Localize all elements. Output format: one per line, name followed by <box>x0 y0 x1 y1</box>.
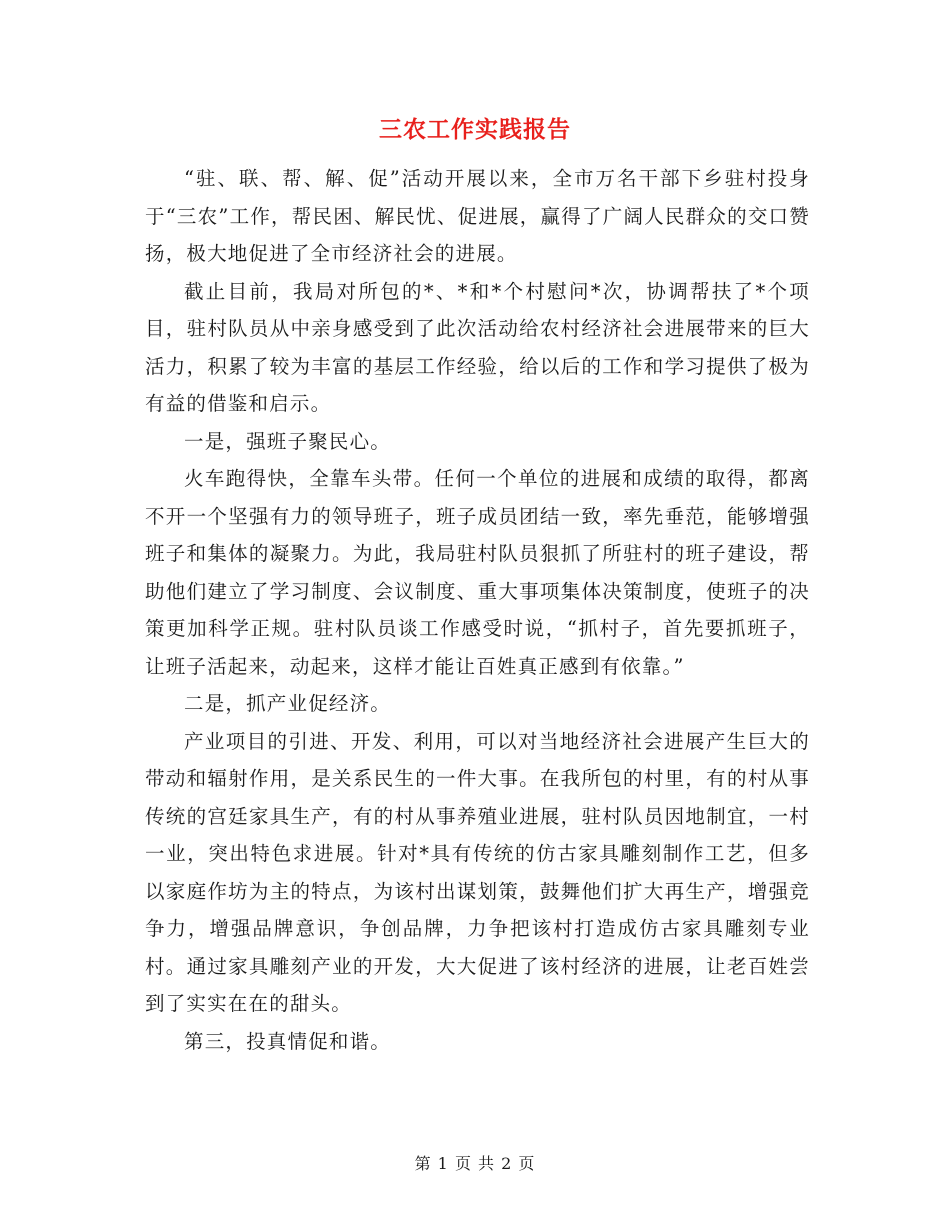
section-heading-3: 第三，投真情促和谐。 <box>184 1029 392 1053</box>
page-footer <box>0 1152 950 1176</box>
document-title: 三农工作实践报告 <box>379 116 571 143</box>
document-body <box>145 160 810 1060</box>
paragraph-leadership: 火车跑得快，全靠车头带。任何一个单位的进展和成绩的取得，都离不开一个坚强有力的领导班子，班子成员团结一致，率先垂范，能够增强班子和集体的凝聚力。为此，我局驻村队员狠抓了所驻村的班子建设，帮助他们建立了学习制度、会议制度、重大事项集体决策制度，使班子的决策更加科学正规。驻村队员谈工作感受时说，“抓村子，首先要抓班子，让班子活起来，动起来，这样才能让百姓真正感到有依靠。” <box>145 467 810 678</box>
page-number-label: 第 1 页 共 2 页 <box>414 1154 536 1173</box>
section-heading-1: 一是，强班子聚民心。 <box>184 429 392 453</box>
paragraph-progress: 截止目前，我局对所包的*、*和*个村慰问*次，协调帮扶了*个项目，驻村队员从中亲身感受到了此次活动给农村经济社会进展带来的巨大活力，积累了较为丰富的基层工作经验，给以后的工作和学习提供了极为有益的借鉴和启示。 <box>145 279 810 415</box>
paragraph-intro: “驻、联、帮、解、促”活动开展以来，全市万名干部下乡驻村投身于“三农”工作，帮民困、解民忧、促进展，赢得了广阔人民群众的交口赞扬，极大地促进了全市经济社会的进展。 <box>145 167 810 265</box>
paragraph-industry: 产业项目的引进、开发、利用，可以对当地经济社会进展产生巨大的带动和辐射作用，是关系民生的一件大事。在我所包的村里，有的村从事传统的宫廷家具生产，有的村从事养殖业进展，驻村队员因地制宜，一村一业，突出特色求进展。针对*具有传统的仿古家具雕刻制作工艺，但多以家庭作坊为主的特点，为该村出谋划策，鼓舞他们扩大再生产，增强竞争力，增强品牌意识，争创品牌，力争把该村打造成仿古家具雕刻专业村。通过家具雕刻产业的开发，大大促进了该村经济的进展，让老百姓尝到了实实在在的甜头。 <box>145 729 810 1015</box>
section-heading-2: 二是，抓产业促经济。 <box>184 692 392 715</box>
